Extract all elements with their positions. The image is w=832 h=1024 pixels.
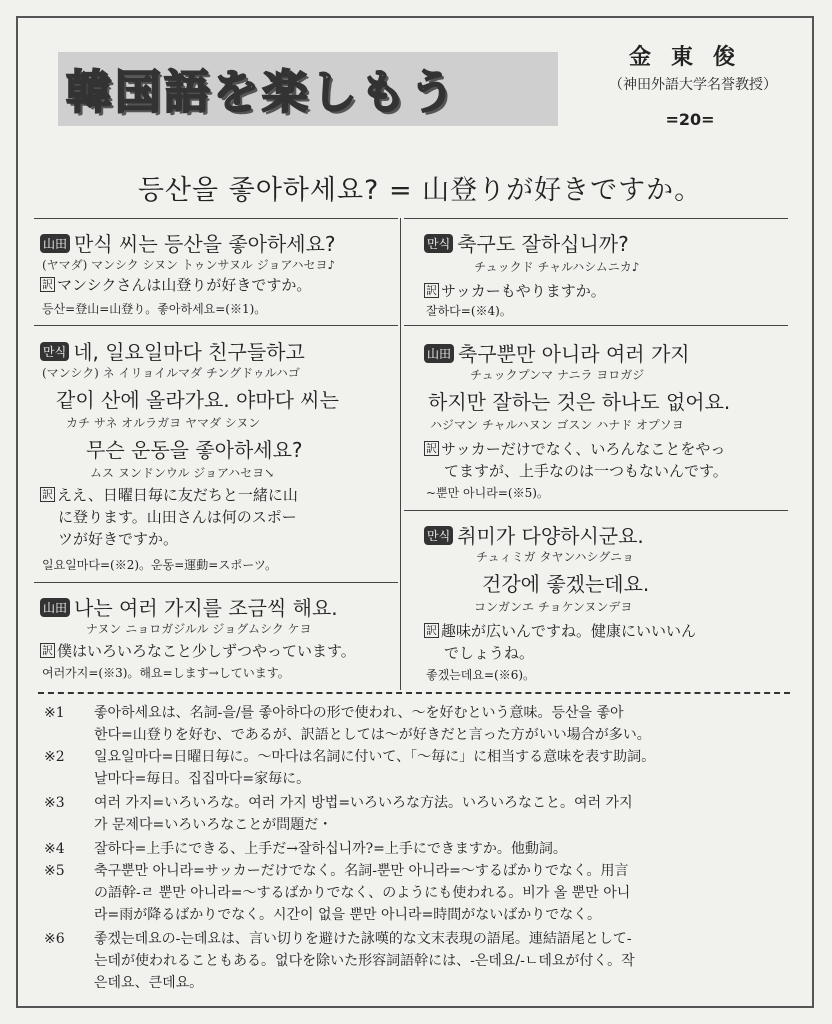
section-rule: [404, 510, 788, 511]
translation-mark: 訳: [426, 284, 437, 297]
vocab-line: ~뿐만 아니라=(※5)。: [426, 486, 549, 500]
reading-line: (マンシク) ネ イリョイルマダ チングドゥルハゴ: [42, 366, 300, 380]
speaker-badge-mansik: 만식: [424, 526, 453, 545]
dialogue-line: 만식 네, 일요일마다 친구들하고: [40, 336, 305, 365]
section-rule: [34, 582, 398, 583]
note-mark: ※6: [44, 931, 65, 947]
vocab-line: 여러가지=(※3)。해요=します→しています。: [42, 666, 290, 680]
translation-line: 訳 僕はいろいろなこと少しずつやっています。: [42, 642, 356, 660]
issue-number: =20=: [665, 110, 715, 129]
reading-line: ハジマン チャルハヌン ゴスン ハナド オプソヨ: [430, 418, 684, 432]
vocab-line: 좋겠는데요=(※6)。: [426, 668, 536, 682]
section-rule: [34, 325, 398, 326]
notes-separator: [38, 692, 790, 694]
vocab-line: 등산=登山=山登り。좋아하세요=(※1)。: [42, 302, 267, 316]
dialogue-line: 같이 산에 올라가요. 야마다 씨는: [56, 388, 339, 412]
speaker-badge-yamada: 山田: [40, 234, 70, 253]
dialogue-line: 무슨 운동을 좋아하세요?: [86, 438, 303, 462]
lesson-headline: 등산을 좋아하세요? = 山登りが好きですか。: [137, 175, 703, 206]
reading-line: チュックド チャルハシムニカ♪: [474, 260, 640, 274]
note-mark: ※1: [44, 705, 65, 721]
dialogue-line: 山田 나는 여러 가지를 조금씩 해요.: [40, 592, 338, 621]
translation-line: 訳 ええ、日曜日毎に友だちと一緒に山: [42, 486, 298, 504]
translation-line: に登ります。山田さんは何のスポー: [58, 508, 297, 526]
translation-line: でしょうね。: [444, 644, 535, 662]
translation-line: 訳 趣味が広いんですね。健康にいいいん: [426, 622, 697, 640]
note-mark: ※5: [44, 863, 65, 879]
note-mark: ※2: [44, 749, 65, 765]
translation-line: てますが、上手なのは一つもないんです。: [444, 462, 728, 480]
reading-line: (ヤマダ) マンシク シヌン トゥンサヌル ジョアハセヨ♪: [42, 258, 336, 272]
translation-mark: 訳: [42, 488, 53, 501]
section-rule: [404, 218, 788, 219]
dialogue-line: 만식 취미가 다양하시군요.: [424, 520, 644, 549]
column-divider: [400, 218, 401, 690]
note-mark: ※3: [44, 795, 65, 811]
dialogue-line: 건강에 좋겠는데요.: [482, 572, 650, 596]
dialogue-line: 山田 축구뿐만 아니라 여러 가지: [424, 338, 690, 367]
translation-mark: 訳: [426, 442, 437, 455]
reading-line: カチ サネ オルラガヨ ヤマダ シヌン: [66, 416, 261, 430]
vocab-line: 일요일마다=(※2)。운동=運動=スポーツ。: [42, 558, 277, 572]
reading-line: ナヌン ニョロガジルル ジョグムシク ケヨ: [86, 622, 312, 636]
speaker-badge-mansik: 만식: [424, 234, 453, 253]
speaker-badge-yamada: 山田: [424, 344, 454, 363]
section-rule: [404, 325, 788, 326]
translation-line: 訳 サッカーもやりますか。: [426, 282, 606, 300]
dialogue-line: 만식 축구도 잘하십니까?: [424, 228, 629, 257]
note-item: ※6 좋겠는데요の-는데요は、言い切りを避けた詠嘆的な文末表現の語尾。連結語尾として- 는데が使われることもある。없다を除いた形容詞語幹には、-은데요/-ㄴ데요が付く。작 은데요、큰데요。: [44, 928, 796, 994]
vocab-line: 잘하다=(※4)。: [426, 304, 512, 318]
translation-mark: 訳: [42, 644, 53, 657]
translation-line: 訳 マンシクさんは山登りが好きですか。: [42, 276, 312, 294]
note-item: ※3 여러 가지=いろいろな。여러 가지 방법=いろいろな方法。いろいろなこと。여러 가지 가 문제다=いろいろなことが問題だ・: [44, 792, 796, 836]
reading-line: チュックプンマ ナニラ ヨロガジ: [470, 368, 645, 382]
translation-line: 訳 サッカーだけでなく、いろんなことをやっ: [426, 440, 726, 458]
author-title: （神田外語大学名誉教授）: [609, 77, 777, 93]
reading-line: チュィミガ タヤンハシグニョ: [476, 550, 635, 564]
series-banner: [58, 52, 558, 126]
note-item: ※5 축구뿐만 아니라=サッカーだけでなく。名詞-뿐만 아니라=～するばかりでなく。用言 の語幹-ㄹ 뿐만 아니라=～するばかりでなく、のようにも使われる。비가 올 뿐만 아니 라=雨が降るばかりでなく。시간이 없을 뿐만 아니라=時間がないばかりでなく。: [44, 860, 796, 926]
speaker-badge-mansik: 만식: [40, 342, 69, 361]
note-item: ※1 좋아하세요は、名詞-을/를 좋아하다の形で使われ、～を好むという意味。등산을 좋아 한다=山登りを好む、であるが、訳語としては～が好きだと言った方がいい場合が多い。: [44, 702, 796, 746]
translation-line: ツが好きですか。: [58, 530, 179, 548]
translation-mark: 訳: [426, 624, 437, 637]
series-title: 韓国語を楽しもう: [66, 65, 458, 119]
section-rule: [34, 218, 398, 219]
note-mark: ※4: [44, 841, 65, 857]
note-item: ※2 일요일마다=日曜日毎に。～마다は名詞に付いて、「～毎に」に相当する意味を表す助詞。 날마다=毎日。집집마다=家毎に。: [44, 746, 796, 790]
note-item: ※4 잘하다=上手にできる、上手だ→잘하십니까?=上手にできますか。他動詞。: [44, 838, 796, 860]
reading-line: コンガンエ チョケンヌンデヨ: [474, 600, 633, 614]
dialogue-line: 하지만 잘하는 것은 하나도 없어요.: [428, 390, 731, 414]
reading-line: ムス ヌンドンウル ジョアハセヨ↘: [90, 466, 275, 480]
translation-mark: 訳: [42, 278, 53, 291]
dialogue-line: 山田 만식 씨는 등산을 좋아하세요?: [40, 228, 336, 257]
author-name: 金東俊: [628, 44, 755, 70]
speaker-badge-yamada: 山田: [40, 598, 70, 617]
